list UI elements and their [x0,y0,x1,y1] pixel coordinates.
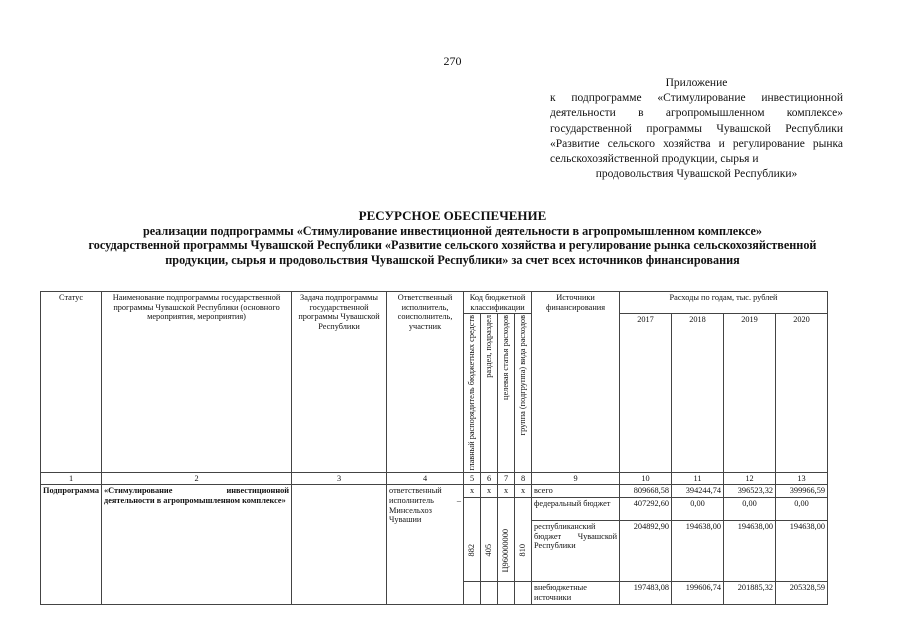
row-status: Подпрограмма [41,485,102,605]
row-name: «Стимулирование инвестиционной деятельности в агропромышленном комплексе» [102,485,292,605]
header-year-2017: 2017 [620,314,672,473]
value-republican-2019: 194638,00 [724,520,776,581]
header-executor: Ответственный исполнитель, соисполнитель, участник [387,292,464,473]
code-ext-group [515,581,532,604]
resource-table [40,291,828,605]
code-empty-target [498,497,515,520]
header-group: группа (подгруппа) вида расходов [515,314,532,473]
value-total-2019: 396523,32 [724,485,776,498]
header-grbs: главный распорядитель бюджетных средств [464,314,481,473]
header-year-2020: 2020 [776,314,828,473]
value-republican-2018: 194638,00 [672,520,724,581]
value-federal-2019: 0,00 [724,497,776,520]
source-federal: федеральный бюджет [532,497,620,520]
code-total-grbs: x [464,485,481,498]
code-ext-target [498,581,515,604]
title-line-1: РЕСУРСНОЕ ОБЕСПЕЧЕНИЕ [358,208,547,223]
header-name: Наименование подпрограммы государственной программы Чувашской Республики (основного мероприятия, мероприятия) [102,292,292,473]
source-total: всего [532,485,620,498]
col-num-12: 12 [724,472,776,485]
value-extrabudgetary-2018: 199606,74 [672,581,724,604]
value-extrabudgetary-2017: 197483,08 [620,581,672,604]
value-republican-2017: 204892,90 [620,520,672,581]
code-rep-target: Ц960000000 [498,520,515,581]
row-executor: ответственный исполнитель – Минсельхоз Чувашии [387,485,464,605]
col-num-1: 1 [41,472,102,485]
header-budget-code: Код бюджетной классификации [464,292,532,314]
code-empty-group [515,497,532,520]
col-num-13: 13 [776,472,828,485]
row-task [292,485,387,605]
code-rep-section: 405 [481,520,498,581]
code-empty-section [481,497,498,520]
header-status: Статус [41,292,102,473]
value-federal-2020: 0,00 [776,497,828,520]
col-num-6: 6 [481,472,498,485]
value-total-2018: 394244,74 [672,485,724,498]
col-num-10: 10 [620,472,672,485]
value-federal-2017: 407292,60 [620,497,672,520]
title-line-3: государственной программы Чувашской Республики «Развитие сельского хозяйства и регулирование рынка сельскохозяйственной [88,238,817,253]
col-num-4: 4 [387,472,464,485]
appendix-body: к подпрограмме «Стимулирование инвестиционной деятельности в агропромышленном комплексе» государственной программы Чувашской Республики «Развитие сельского хозяйства и регулирование рынка сельскохозяйственной продукции, сырья и [550,92,843,166]
code-total-section: x [481,485,498,498]
code-rep-grbs: 882 [464,520,481,581]
value-extrabudgetary-2019: 201885,32 [724,581,776,604]
header-row-1 [41,292,828,314]
code-total-target: x [498,485,515,498]
header-year-2018: 2018 [672,314,724,473]
col-num-9: 9 [532,472,620,485]
column-number-row [41,472,828,485]
value-total-2017: 809668,58 [620,485,672,498]
header-expenses: Расходы по годам, тыс. рублей [620,292,828,314]
document-title [40,209,865,267]
value-federal-2018: 0,00 [672,497,724,520]
code-empty-grbs [464,497,481,520]
table-row [41,485,828,498]
header-task: Задача подпрограммы государственной программы Чувашской Республики [292,292,387,473]
col-num-11: 11 [672,472,724,485]
col-num-3: 3 [292,472,387,485]
col-num-8: 8 [515,472,532,485]
source-extrabudgetary: внебюджетные источники [532,581,620,604]
col-num-2: 2 [102,472,292,485]
page-number: 270 [443,54,462,68]
header-section: раздел, подраздел [481,314,498,473]
code-total-group: x [515,485,532,498]
header-sources: Источники финансирования [532,292,620,473]
value-republican-2020: 194638,00 [776,520,828,581]
appendix-block [550,76,843,182]
title-line-2: реализации подпрограммы «Стимулирование инвестиционной деятельности в агропромышленном комплексе» [142,223,763,238]
header-target: целевая статья расходов [498,314,515,473]
value-total-2020: 399966,59 [776,485,828,498]
source-republican: республиканский бюджет Чувашской Республики [532,520,620,581]
code-ext-grbs [464,581,481,604]
col-num-7: 7 [498,472,515,485]
code-rep-group: 810 [515,520,532,581]
header-year-2019: 2019 [724,314,776,473]
code-ext-section [481,581,498,604]
appendix-last-line: продовольствия Чувашской Республики» [595,168,798,181]
title-line-4: продукции, сырья и продовольствия Чувашской Республики» за счет всех источников финансирования [165,252,740,267]
value-extrabudgetary-2020: 205328,59 [776,581,828,604]
col-num-5: 5 [464,472,481,485]
appendix-heading: Приложение [665,77,728,89]
